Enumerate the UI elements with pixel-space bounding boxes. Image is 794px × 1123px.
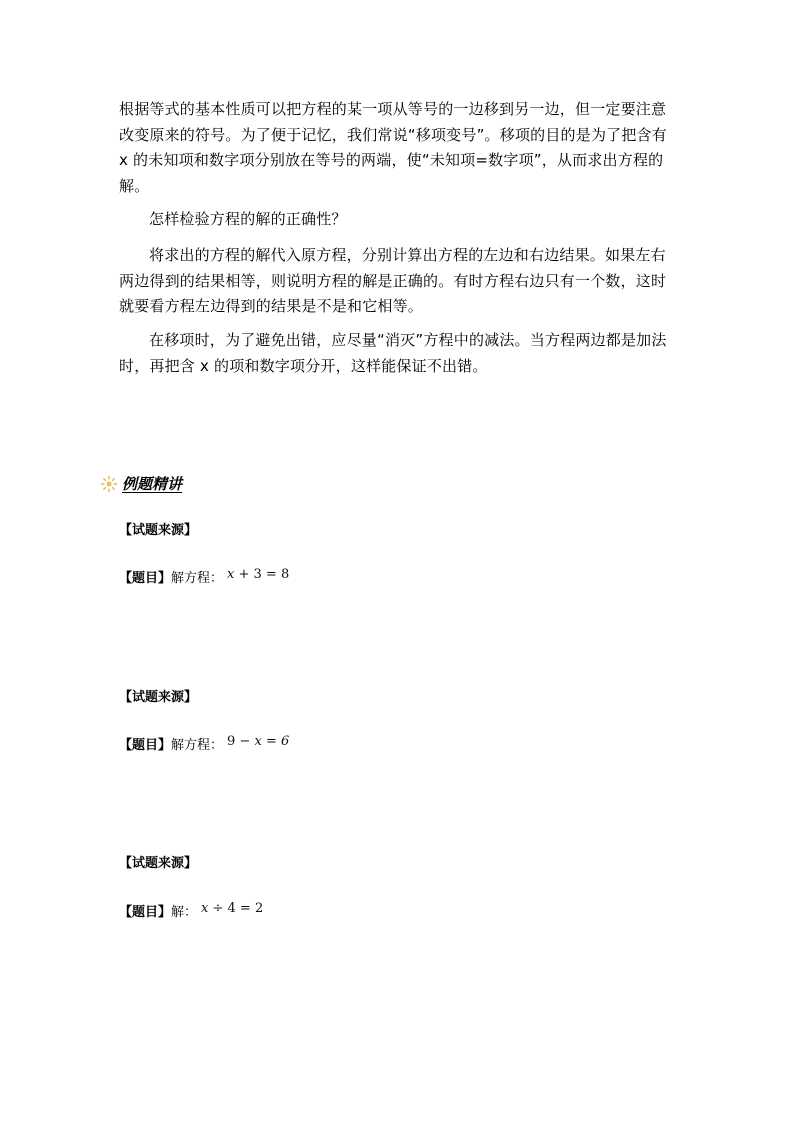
problem-text: 解方程：: [171, 571, 224, 586]
problem-text: 解：: [171, 905, 198, 920]
equation: x ÷ 4 = 2: [201, 901, 264, 916]
example-1-source-label: 【试题来源】: [119, 523, 198, 538]
section-title: 例题精讲: [122, 475, 183, 493]
example-2-problem: [119, 734, 290, 755]
intro-paragraph: 根据等式的基本性质可以把方程的某一项从等号的一边移到另一边，但一定要注意改变原来的符号。为了便于记忆，我们常说“移项变号”。移项的目的是为了把含有 x 的未知项和数字项分别放在等号的两端，使“未知项=数字项”，从而求出方程的解。: [119, 100, 667, 195]
problem-tag: 【题目】: [119, 571, 172, 586]
problem-text: 解方程：: [171, 738, 224, 753]
sun-icon: [100, 475, 118, 493]
equation: x + 3 = 8: [227, 567, 290, 582]
question-heading: 怎样检验方程的解的正确性？: [149, 210, 347, 228]
example-3-source-label: 【试题来源】: [119, 856, 198, 871]
example-1-problem: [119, 567, 290, 588]
section-heading: [100, 473, 182, 494]
example-3-problem: [119, 901, 264, 922]
tip-paragraph: 在移项时，为了避免出错，应尽量“消灭”方程中的减法。当方程两边都是加法时，再把含 x 的项和数字项分开，这样能保证不出错。: [119, 331, 667, 375]
verification-paragraph: 将求出的方程的解代入原方程，分别计算出方程的左边和右边结果。如果左右两边得到的结果相等，则说明方程的解是正确的。有时方程右边只有一个数，这时就要看方程左边得到的结果是不是和它相等。: [119, 246, 667, 315]
problem-tag: 【题目】: [119, 738, 172, 753]
problem-tag: 【题目】: [119, 905, 172, 920]
example-2-source-label: 【试题来源】: [119, 690, 198, 705]
equation: 9 − x = 6: [227, 734, 290, 749]
